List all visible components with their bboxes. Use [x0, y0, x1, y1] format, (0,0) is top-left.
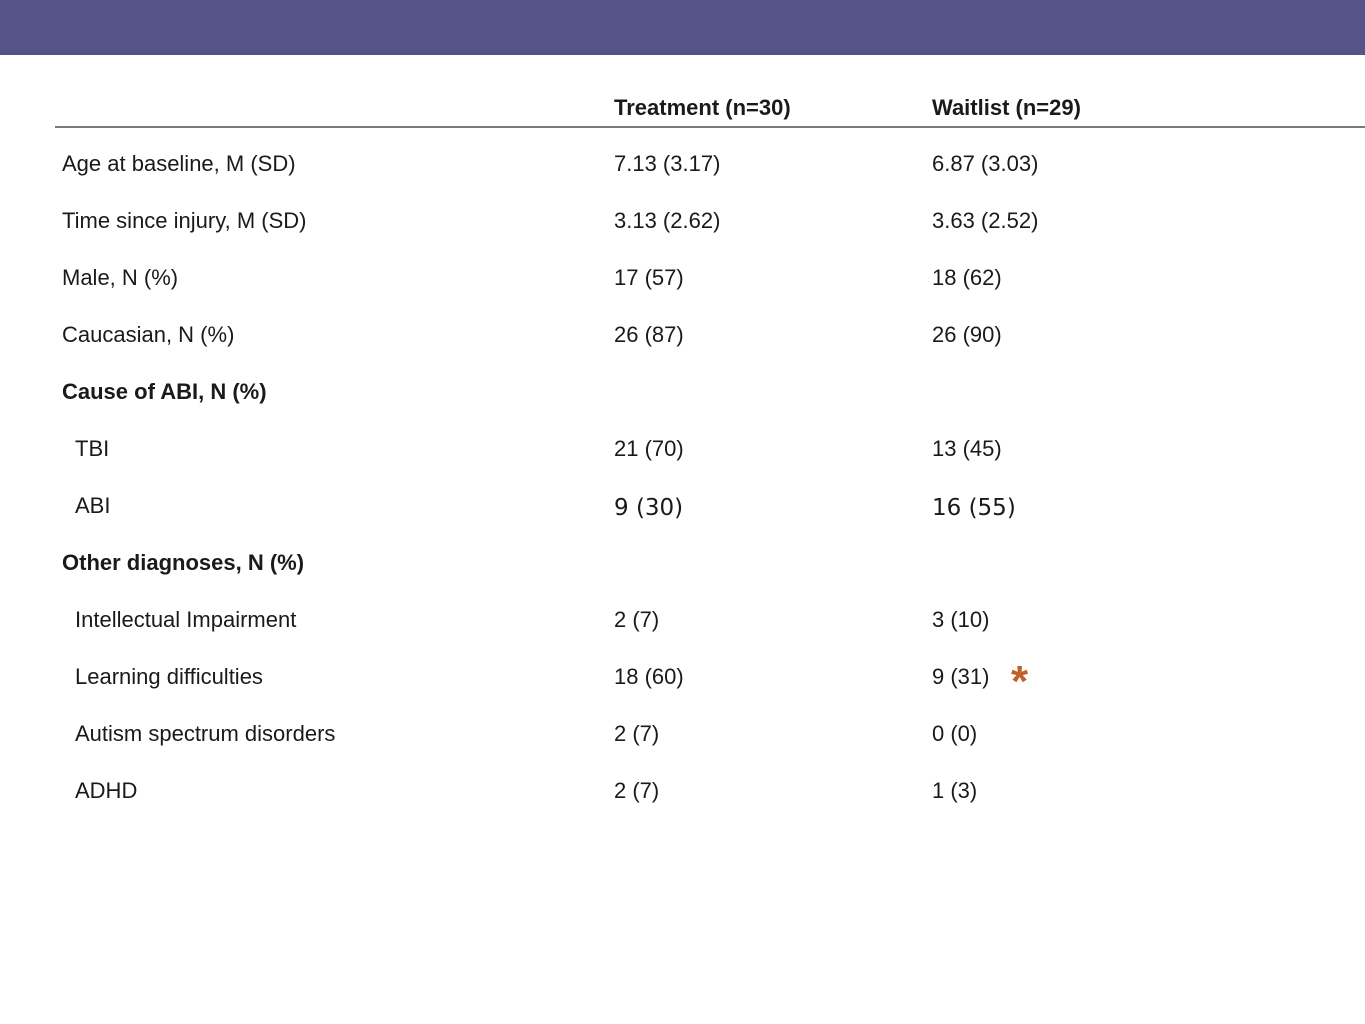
waitlist-value: 6.87 (3.03): [932, 151, 1039, 176]
treatment-value: 26 (87): [614, 322, 684, 347]
table-row: [0, 251, 1365, 308]
treatment-value: 7.13 (3.17): [614, 151, 721, 176]
row-label: Caucasian, N (%): [62, 322, 235, 347]
treatment-value: 9 (30): [614, 495, 684, 521]
table-body: [0, 137, 1365, 821]
top-banner: [0, 0, 1365, 55]
row-label: TBI: [75, 436, 110, 461]
significance-asterisk: *: [1011, 657, 1029, 706]
row-label: Age at baseline, M (SD): [62, 151, 296, 176]
treatment-value: 21 (70): [614, 436, 684, 461]
treatment-value: 17 (57): [614, 265, 684, 290]
waitlist-value: 9 (31): [932, 664, 990, 689]
row-label: Autism spectrum disorders: [75, 721, 336, 746]
treatment-value: 3.13 (2.62): [614, 208, 721, 233]
table-row: [0, 308, 1365, 365]
treatment-value: 2 (7): [614, 721, 660, 746]
waitlist-value: 13 (45): [932, 436, 1002, 461]
waitlist-value: 16 (55): [932, 495, 1016, 521]
row-label: Male, N (%): [62, 265, 179, 290]
header-waitlist: Waitlist (n=29): [932, 95, 1081, 120]
header-treatment: Treatment (n=30): [614, 95, 791, 120]
waitlist-value: 18 (62): [932, 265, 1002, 290]
section-label: Other diagnoses, N (%): [62, 550, 305, 575]
treatment-value: 18 (60): [614, 664, 684, 689]
row-label: ABI: [75, 493, 111, 518]
row-label: Time since injury, M (SD): [62, 208, 307, 233]
section-label: Cause of ABI, N (%): [62, 379, 267, 404]
table-header: [55, 88, 1365, 128]
table-row: [0, 137, 1365, 194]
table-row: [0, 194, 1365, 251]
waitlist-value: 26 (90): [932, 322, 1002, 347]
treatment-value: 2 (7): [614, 607, 660, 632]
waitlist-value: 0 (0): [932, 721, 978, 746]
treatment-value: 2 (7): [614, 778, 660, 803]
waitlist-value: 1 (3): [932, 778, 978, 803]
row-label: ADHD: [75, 778, 138, 803]
row-label: Learning difficulties: [75, 664, 263, 689]
table-row: [0, 593, 1365, 650]
table-row: [0, 479, 1365, 536]
row-label: Intellectual Impairment: [75, 607, 297, 632]
waitlist-value: 3 (10): [932, 607, 990, 632]
table-row: [0, 764, 1365, 821]
section-row: [0, 365, 1365, 422]
table-row: [0, 707, 1365, 764]
table-row: [0, 650, 1365, 707]
section-row: [0, 536, 1365, 593]
table-row: [0, 422, 1365, 479]
waitlist-value: 3.63 (2.52): [932, 208, 1039, 233]
